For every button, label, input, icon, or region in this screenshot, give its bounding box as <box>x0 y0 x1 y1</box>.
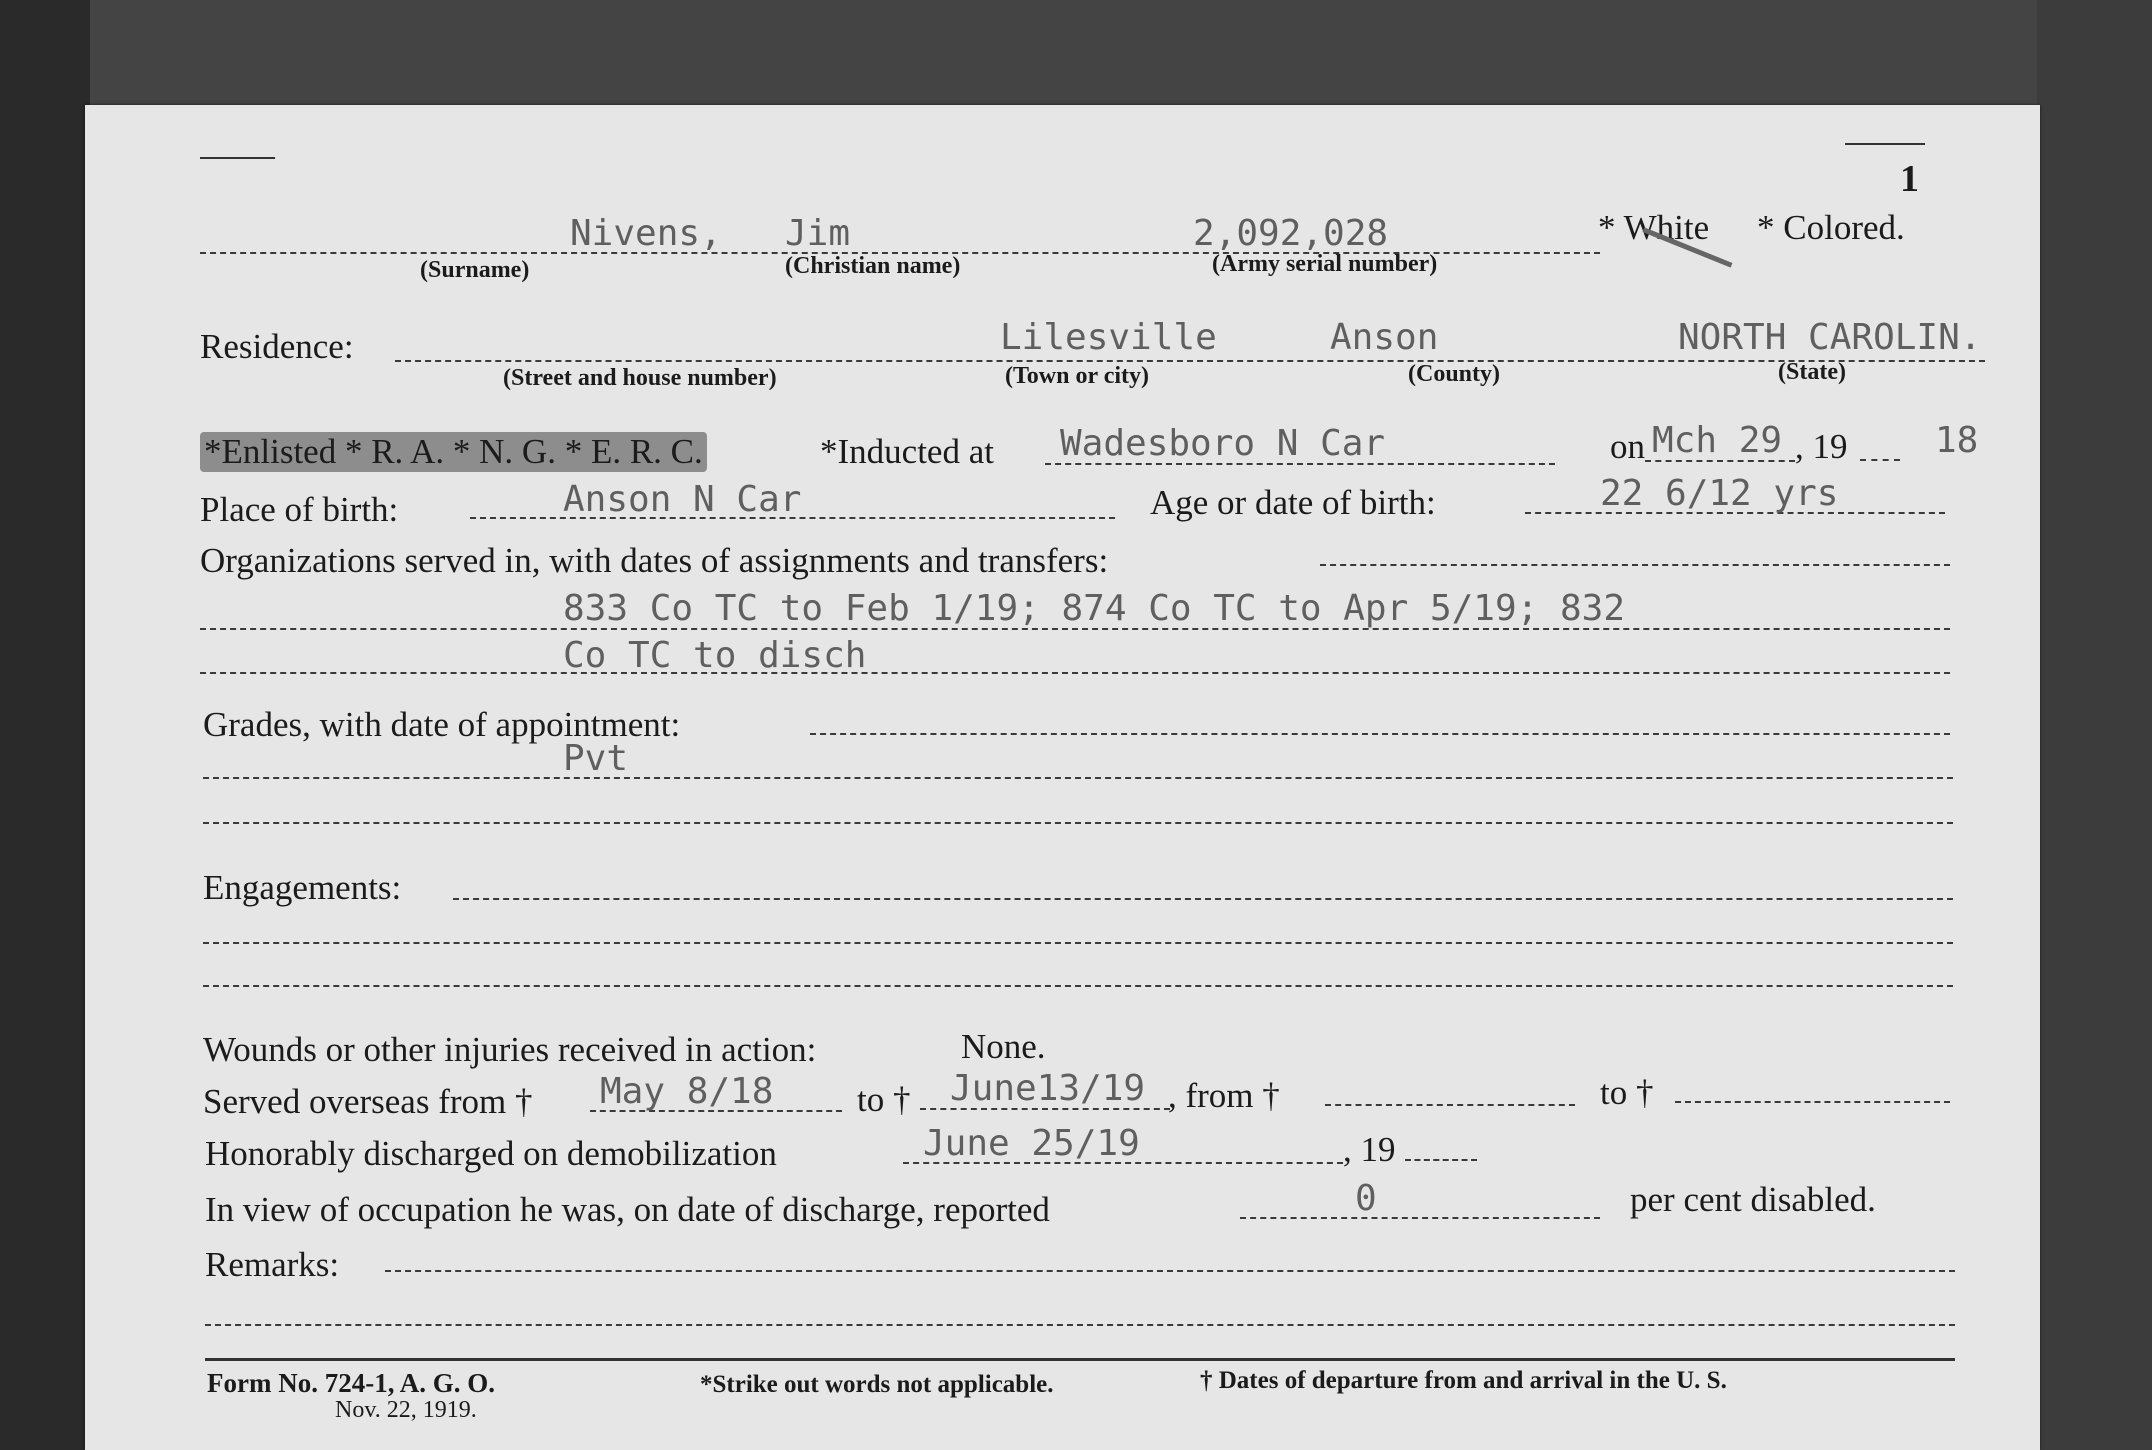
overseas-from2-label: , from † <box>1168 1076 1280 1115</box>
footer-note-dates: † Dates of departure from and arrival in the U. S. <box>1200 1367 1727 1394</box>
grades-label: Grades, with date of appointment: <box>203 705 681 744</box>
disability-value: 0 <box>1355 1178 1377 1219</box>
christian-name-value: Jim <box>785 213 851 254</box>
footer-note-strike: *Strike out words not applicable. <box>700 1371 1054 1398</box>
form-number: Form No. 724-1, A. G. O. <box>207 1368 495 1398</box>
serial-number-value: 2,092,028 <box>1193 213 1389 254</box>
wounds-label: Wounds or other injuries received in action: <box>203 1030 817 1069</box>
service-record-card <box>85 105 2040 1450</box>
overseas-to2-label: to † <box>1600 1073 1654 1112</box>
inducted-date-value: Mch 29 <box>1652 420 1783 461</box>
county-caption: (County) <box>1408 361 1501 387</box>
race-colored: * Colored. <box>1757 208 1905 247</box>
grades-line-1 <box>203 777 1953 779</box>
disability-suffix: per cent disabled. <box>1630 1180 1876 1219</box>
overseas-from-label: Served overseas from † <box>203 1082 533 1121</box>
overseas-to2-line <box>1675 1101 1950 1103</box>
overseas-from2-line <box>1325 1104 1575 1106</box>
corner-rule-right <box>1845 143 1925 145</box>
street-caption: (Street and house number) <box>503 365 777 391</box>
age-value: 22 6/12 yrs <box>1600 473 1839 514</box>
residence-line <box>395 360 1985 362</box>
enlisted-options-struck: *Enlisted * R. A. * N. G. * E. R. C. <box>200 432 707 472</box>
overseas-from-value: May 8/18 <box>600 1071 774 1112</box>
place-of-birth-label: Place of birth: <box>200 490 399 529</box>
discharge-year-line <box>1405 1159 1477 1161</box>
organizations-text-1: 833 Co TC to Feb 1/19; 874 Co TC to Apr 5/19; 832 <box>563 588 1626 629</box>
organizations-line-0 <box>1320 564 1950 566</box>
on-label: on <box>1610 427 1645 466</box>
organizations-line-2 <box>200 672 1950 674</box>
inducted-year-value: 18 <box>1935 420 1979 461</box>
discharge-date-value: June 25/19 <box>923 1123 1140 1164</box>
footer-rule <box>205 1358 1955 1361</box>
engagements-line-0 <box>453 898 1953 900</box>
disability-line <box>1240 1217 1600 1219</box>
scan-background-left <box>0 0 90 1450</box>
residence-label: Residence: <box>200 327 354 366</box>
scan-background-right <box>2037 0 2152 1450</box>
inducted-at-label: *Inducted at <box>820 432 994 471</box>
surname-caption: (Surname) <box>420 257 530 283</box>
grades-value: Pvt <box>563 738 629 779</box>
year-prefix: , 19 <box>1795 427 1848 466</box>
age-label: Age or date of birth: <box>1150 483 1436 522</box>
organizations-text-2: Co TC to disch <box>563 635 867 676</box>
overseas-to-label: to † <box>857 1080 911 1119</box>
christian-name-caption: (Christian name) <box>785 253 961 279</box>
engagements-line-2 <box>203 985 1953 987</box>
place-of-birth-value: Anson N Car <box>563 479 802 520</box>
corner-rule-left <box>200 157 275 159</box>
corner-number: 1 <box>1900 158 1919 200</box>
remarks-label: Remarks: <box>205 1245 340 1284</box>
form-date: Nov. 22, 1919. <box>335 1397 477 1423</box>
engagements-label: Engagements: <box>203 868 402 907</box>
town-caption: (Town or city) <box>1005 363 1149 389</box>
organizations-label: Organizations served in, with dates of assignments and transfers: <box>200 541 1109 580</box>
residence-state: NORTH CAROLIN. <box>1678 317 1982 358</box>
disability-label: In view of occupation he was, on date of discharge, reported <box>205 1190 1050 1229</box>
inducted-place-value: Wadesboro N Car <box>1060 423 1386 464</box>
engagements-line-1 <box>203 942 1953 944</box>
serial-number-caption: (Army serial number) <box>1212 251 1438 277</box>
residence-county: Anson <box>1330 317 1439 358</box>
year-line <box>1860 459 1900 461</box>
surname-value: Nivens, <box>570 213 722 254</box>
overseas-to-value: June13/19 <box>950 1068 1146 1109</box>
discharge-label: Honorably discharged on demobilization <box>205 1134 777 1173</box>
grades-line-2 <box>203 822 1953 824</box>
scan-background-top <box>0 0 2152 105</box>
race-white: * White <box>1598 208 1710 247</box>
grades-line-0 <box>810 733 1950 735</box>
remarks-line-0 <box>385 1270 1955 1272</box>
wounds-value: None. <box>961 1027 1046 1066</box>
discharge-year-label: , 19 <box>1343 1130 1396 1169</box>
state-caption: (State) <box>1778 359 1846 385</box>
remarks-line-1 <box>205 1324 1955 1326</box>
residence-town: Lilesville <box>1000 317 1217 358</box>
